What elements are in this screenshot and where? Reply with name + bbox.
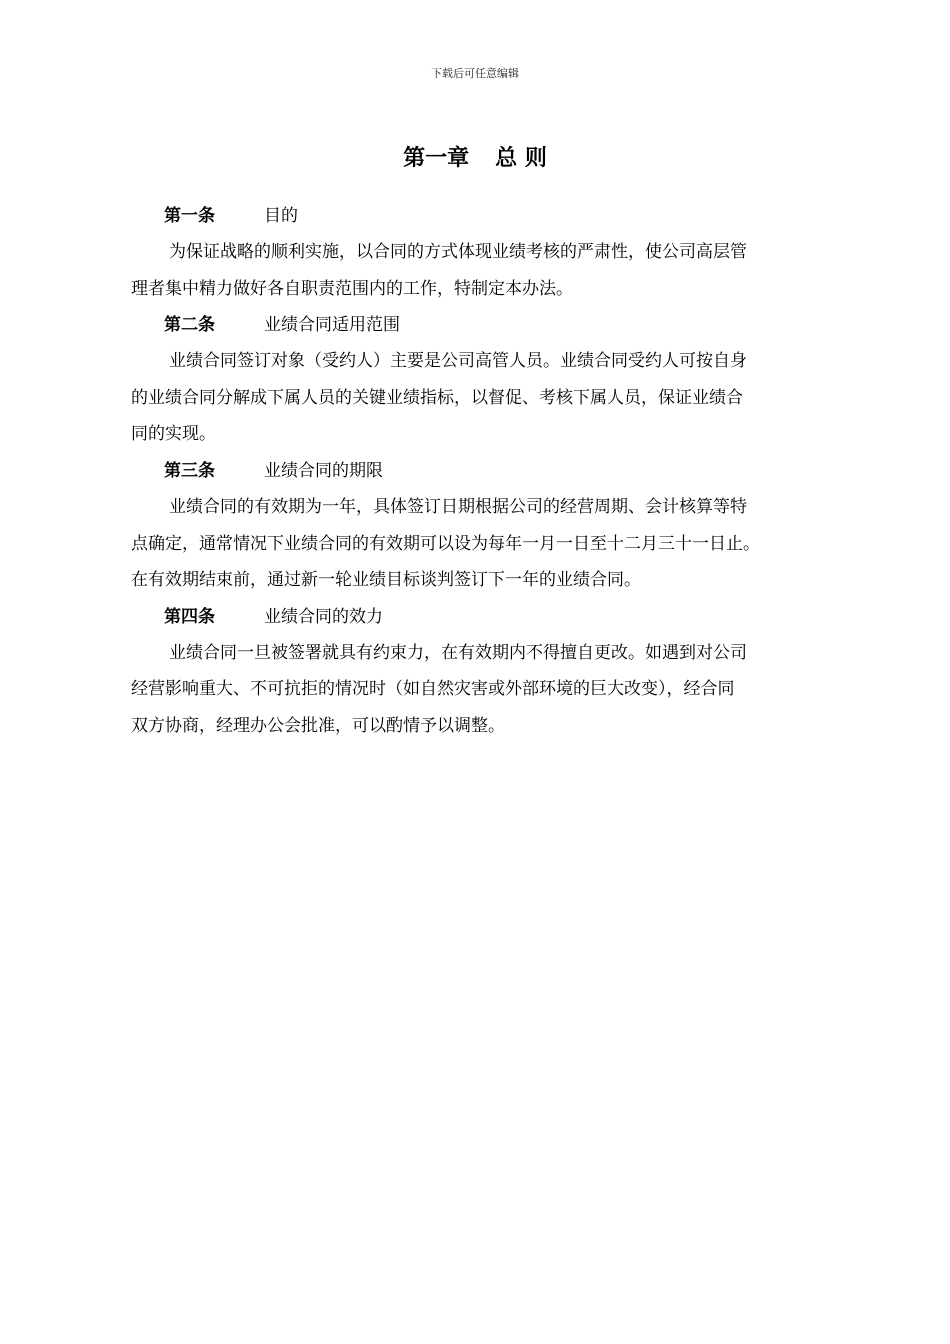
- article-number: 第三条: [164, 460, 215, 481]
- article-heading: [131, 307, 831, 343]
- article-title: 业绩合同的效力: [264, 606, 383, 627]
- paragraph-line: 双方协商，经理办公会批准，可以酌情予以调整。: [131, 715, 505, 736]
- article-4: [131, 599, 831, 745]
- article-number: 第二条: [164, 315, 215, 336]
- article-number: 第四条: [164, 606, 215, 627]
- article-2: [131, 307, 831, 453]
- article-title: 目的: [264, 206, 298, 226]
- chapter-name: 总 则: [495, 146, 547, 171]
- paragraph-line: 业绩合同一旦被签署就具有约束力，在有效期内不得擅自更改。如遇到对公司: [169, 642, 747, 663]
- paragraph-line: 经营影响重大、不可抗拒的情况时（如自然灾害或外部环境的巨大改变），经合同: [131, 679, 735, 700]
- article-title: 业绩合同的期限: [264, 460, 383, 481]
- chapter-title: [0, 143, 950, 175]
- article-heading: [131, 198, 831, 234]
- paragraph-line: 的业绩合同分解成下属人员的关键业绩指标，以督促、考核下属人员，保证业绩合: [131, 387, 743, 408]
- paragraph-line: 在有效期结束前，通过新一轮业绩目标谈判签订下一年的业绩合同。: [131, 570, 641, 591]
- document-body: [131, 198, 831, 745]
- article-heading: [131, 453, 831, 489]
- page-header: 下载后可任意编辑: [431, 67, 519, 80]
- paragraph-line: 为保证战略的顺利实施，以合同的方式体现业绩考核的严肃性，使公司高层管: [169, 242, 747, 262]
- paragraph-line: 业绩合同的有效期为一年，具体签订日期根据公司的经营周期、会计核算等特: [169, 496, 747, 517]
- article-1: [131, 198, 831, 307]
- paragraph-line: 理者集中精力做好各自职责范围内的工作，特制定本办法。: [131, 278, 573, 299]
- paragraph-line: 业绩合同签订对象（受约人）主要是公司高管人员。业绩合同受约人可按自身: [169, 351, 747, 372]
- paragraph-line: 同的实现。: [131, 424, 216, 445]
- article-number: 第一条: [164, 206, 215, 226]
- chapter-number: 第一章: [403, 146, 470, 171]
- article-heading: [131, 599, 831, 635]
- paragraph-line: 点确定，通常情况下业绩合同的有效期可以设为每年一月一日至十二月三十一日止。: [131, 533, 760, 554]
- article-title: 业绩合同适用范围: [264, 315, 400, 336]
- article-3: [131, 453, 831, 599]
